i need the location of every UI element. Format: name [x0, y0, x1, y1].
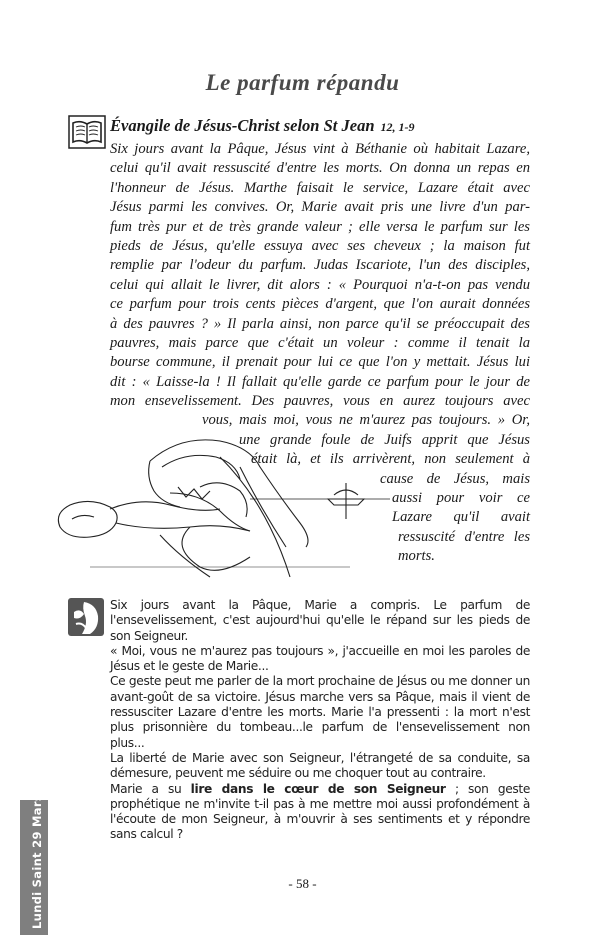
gospel-line: celui qu'il avait ressuscité d'entre les morts. On donna un repas en: [110, 160, 530, 177]
anointing-illustration: [50, 427, 390, 587]
gospel-reference: 12, 1-9: [380, 120, 415, 134]
date-side-tab: [20, 794, 48, 935]
gospel-line: ressuscité d'entre les: [398, 528, 530, 545]
gospel-line: celui qui allait le livrer, dit alors : « Pourquoi n'a-t-on pas vendu: [110, 276, 530, 293]
gospel-line: fum très pur et de très grande valeur ; elle versa le parfum sur les: [110, 218, 530, 235]
gospel-line: mon ensevelissement. Des pauvres, vous en aurez toujours avec: [110, 393, 530, 410]
gospel-title: Évangile de Jésus-Christ selon St Jean: [110, 116, 375, 135]
gospel-line: une grande foule de Juifs apprit que Jésus: [239, 431, 530, 448]
gospel-line: Six jours avant la Pâque, Jésus vint à Béthanie où habitait Lazare,: [110, 141, 530, 157]
date-label: Lundi Saint 29 Mars: [30, 794, 44, 929]
gospel-line: ce parfum pour trois cents pièces d'argent, que l'on aurait données: [110, 296, 530, 313]
open-book-icon: [68, 113, 106, 151]
commentary-text-run: Marie a su: [110, 781, 191, 796]
commentary-emphasis: lire dans le cœur de son Seigneur: [190, 781, 446, 796]
gospel-line: morts.: [398, 548, 435, 565]
gospel-line: remplie par l'odeur du parfum. Judas Iscariote, l'un des disciples,: [110, 257, 530, 274]
page-title: Le parfum répandu: [205, 70, 400, 95]
commentary-paragraph: Six jours avant la Pâque, Marie a compris. Le parfum de l'ensevelissement, c'est aujourd'hui qu'elle le répand sur les pieds de son Seigneur.: [110, 598, 530, 643]
gospel-line: pauvres, mais parce que c'était un voleur : comme il tenait la: [110, 334, 530, 351]
gospel-line: à des pauvres ? » Il parla ainsi, non parce qu'il se préoccupait des: [110, 315, 530, 332]
gospel-heading: [110, 116, 415, 136]
page-number: - 58 -: [288, 876, 317, 891]
gospel-line: pieds de Jésus, qu'elle essuya avec ses cheveux ; la maison fut: [110, 237, 530, 254]
gospel-line: dit : « Laisse-la ! Il fallait qu'elle garde ce parfum pour le jour de: [110, 373, 530, 390]
gospel-line: vous, mais moi, vous ne m'aurez pas toujours. » Or,: [202, 412, 530, 429]
gospel-line: aussi pour voir ce: [392, 490, 530, 507]
commentary-paragraph: « Moi, vous ne m'aurez pas toujours », j'accueille en moi les paroles de Jésus et le geste de Marie...: [110, 643, 530, 674]
meditation-figure-icon: [68, 598, 104, 636]
commentary-paragraph: La liberté de Marie avec son Seigneur, l'étrangeté de sa conduite, sa démesure, peuvent me séduire ou me choquer tout au contraire.: [110, 750, 530, 781]
commentary-paragraph: [110, 782, 530, 843]
gospel-line: était là, et ils arrivèrent, non seulement à: [251, 451, 530, 468]
gospel-line: Lazare qu'il avait: [392, 509, 530, 526]
commentary-text-run: ; son geste prophétique ne m'invite t-il pas à me mettre moi aussi profondément à l'écoute de mon Seigneur, à m'ouvrir à ses sentiments et y répondre sans calcul ?: [110, 781, 531, 842]
commentary-text: [110, 598, 530, 843]
gospel-line: cause de Jésus, mais: [380, 470, 530, 487]
commentary-paragraph: Ce geste peut me parler de la mort prochaine de Jésus ou me donner un avant-goût de sa victoire. Jésus marche vers sa Pâque, mais il vient de ressusciter Lazare d'entre les morts. Marie l'a pressenti : la mort n'est plus prisonnière du tombeau...le parfum de l'ensevelissement non plus...: [110, 674, 530, 750]
gospel-line: l'honneur de Jésus. Marthe faisait le service, Lazare était avec: [110, 179, 530, 196]
gospel-line: bourse commune, il prenait pour lui ce que l'on y mettait. Jésus lui: [110, 354, 530, 371]
gospel-line: Jésus parmi les convives. Or, Marie avait pris une livre d'un par-: [110, 199, 530, 216]
